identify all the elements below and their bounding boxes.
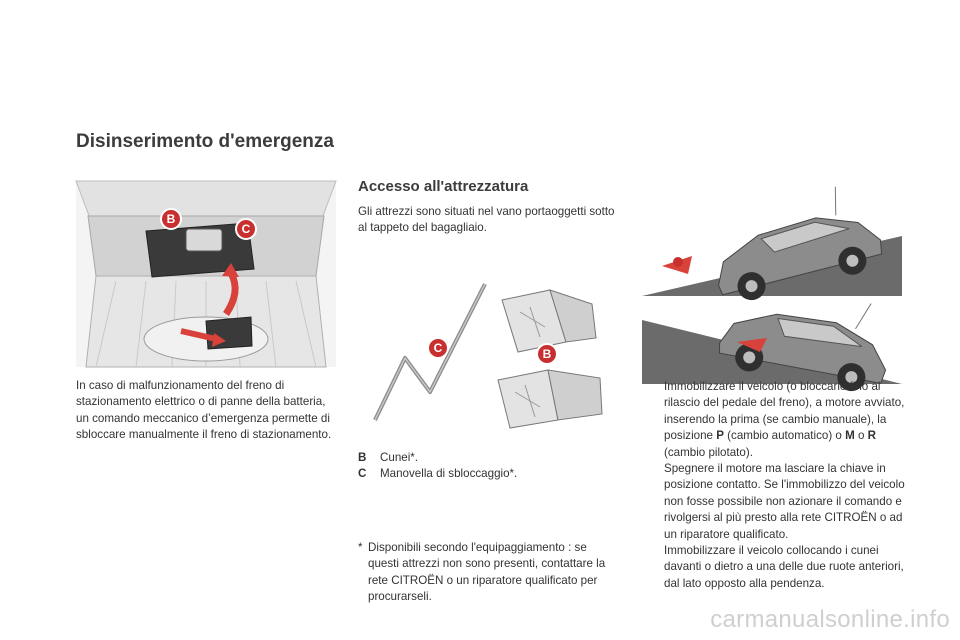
tools-legend xyxy=(358,450,608,483)
procedure-step-text xyxy=(664,379,908,461)
bold-term: R xyxy=(867,429,877,443)
bold-term: P xyxy=(716,429,724,443)
procedure-step-text xyxy=(664,461,908,543)
legend-text: Cunei*. xyxy=(380,451,419,464)
bold-term: M xyxy=(845,429,855,443)
slope-downhill-illustration xyxy=(642,290,902,386)
legend-row-b xyxy=(358,450,608,466)
callout-c-label: C xyxy=(241,222,251,236)
text-run: o xyxy=(854,429,868,443)
footnote-text: Disponibili secondo l'equipaggiamento : se questi attrezzi non sono presenti, contattare la rete CITROËN o un riparatore qualificato per procurarseli. xyxy=(368,541,606,604)
legend-key: C xyxy=(358,467,367,481)
slope-uphill-illustration xyxy=(642,188,902,298)
legend-key: B xyxy=(358,451,367,464)
procedure-step-2 xyxy=(642,461,908,543)
footnote-mark: * xyxy=(358,541,363,554)
brake-intro-text: In caso di malfunzionamento del freno di stazionamento elettrico o di panne della batteria, un comando meccanico d’emergenza permette di sbloccare manualmente il freno di stazionamento. xyxy=(76,379,332,442)
trunk-illustration xyxy=(76,181,336,367)
text-run: Spegnere il motore ma lasciare la chiave in posizione contatto. Se l'immobilizzo del veicolo non fosse possibile non azionare il comando e rivolgersi al più presto alla rete CITROËN o ad un riparatore qualificato. xyxy=(664,462,905,541)
watermark: carmanualsonline.info xyxy=(710,606,950,633)
procedure-step-3 xyxy=(642,543,908,592)
procedure-list xyxy=(642,379,908,592)
text-run: Immobilizzare il veicolo (o bloccarlo fino al rilascio del pedale del freno), a motore avviato, inserendo la prima (se cambio manuale), la posizione xyxy=(664,380,905,443)
legend-text: Manovella di sbloccaggio*. xyxy=(380,467,518,481)
bullet-arrow-icon xyxy=(642,543,664,592)
procedure-step-text xyxy=(664,543,908,592)
text-run: (cambio pilotato). xyxy=(664,445,753,459)
procedure-step-1 xyxy=(642,379,908,461)
text-run: (cambio automatico) o xyxy=(723,429,846,443)
section-subtitle: Accesso all'attrezzatura xyxy=(358,178,529,195)
bullet-arrow-icon xyxy=(642,379,664,461)
footnote xyxy=(358,540,620,606)
tools-illustration xyxy=(370,282,610,432)
tools-intro-text: Gli attrezzi sono situati nel vano portaoggetti sotto al tappeto del bagagliaio. xyxy=(358,205,615,235)
tool-callout-b-label: B xyxy=(542,347,552,361)
bullet-arrow-icon xyxy=(642,461,664,543)
text-run: Immobilizzare il veicolo collocando i cunei davanti o dietro a una delle due ruote anteriori, dal lato opposto alla pendenza. xyxy=(664,544,904,590)
callout-b-label: B xyxy=(166,212,176,226)
page-title: Disinserimento d'emergenza xyxy=(76,131,334,152)
tool-callout-c-label: C xyxy=(433,341,443,355)
legend-row-c xyxy=(358,466,608,482)
